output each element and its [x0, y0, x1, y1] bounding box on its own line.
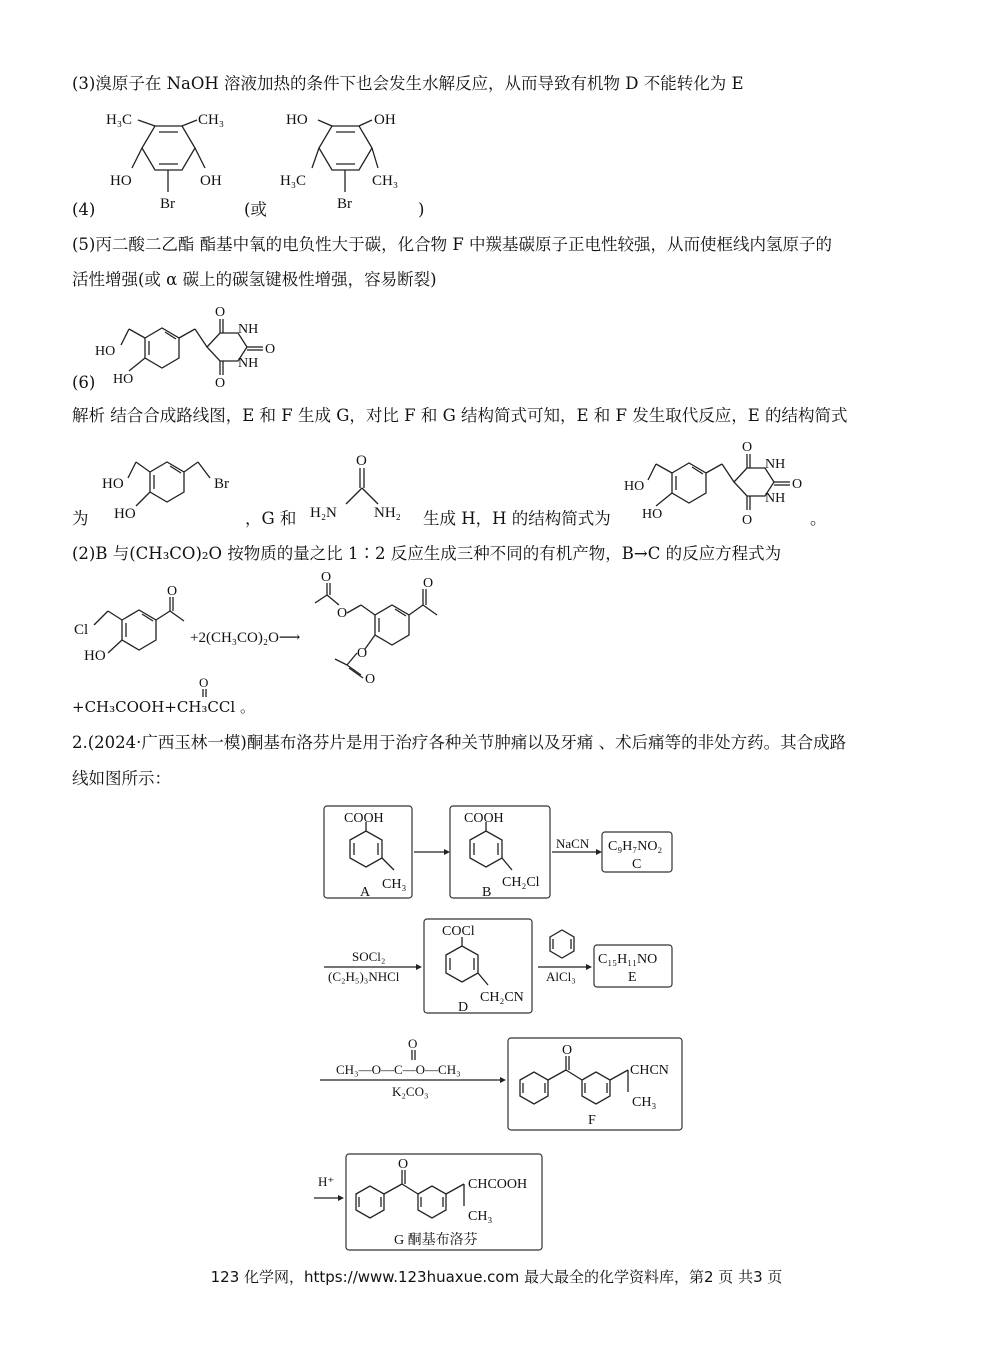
g-label: G 酮基布洛芬 — [394, 1233, 478, 1248]
g-ch3: CH₃ — [468, 1209, 493, 1224]
a-ch3: CH₃ — [382, 877, 407, 892]
problem2-line2: 线如图所示： — [72, 769, 171, 788]
c-label: C — [632, 857, 642, 872]
a-label: A — [360, 885, 371, 900]
analysis-structure-h — [622, 436, 822, 528]
urea-h2n: H₂N — [310, 505, 337, 521]
q4-structure-1 — [100, 104, 250, 214]
q2-acetyl-o-label: O — [199, 675, 209, 690]
c-formula: C₉H₇NO₂ — [608, 839, 663, 854]
q4-s1-tr: CH₃ — [198, 112, 225, 128]
q6-o-1: O — [215, 305, 226, 320]
route-row3 — [316, 1036, 686, 1136]
q4-or: (或 — [244, 200, 267, 219]
h-ho-2: HO — [642, 507, 663, 522]
q4-s2-bl: H₃C — [280, 173, 307, 189]
q6-structure-h — [95, 305, 295, 395]
q2p-o-5: O — [365, 672, 376, 687]
q6-o-2: O — [215, 376, 226, 391]
route-row4 — [310, 1150, 550, 1255]
q2-reagent: +2(CH₃CO)₂O⟶ — [190, 630, 301, 646]
analysis-end: 。 — [810, 509, 827, 528]
q2-ho: HO — [84, 648, 106, 664]
arrow-cd-top: SOCl₂ — [352, 949, 386, 964]
e-formula: C₁₅H₁₁NO — [598, 952, 658, 967]
f-ch3: CH₃ — [632, 1095, 657, 1110]
f-chcn: CHCN — [630, 1063, 669, 1078]
arrow-cd-bottom: (C₂H₅)₃NHCl — [328, 969, 400, 984]
d-ch2cn: CH₂CN — [480, 990, 524, 1005]
h-nh-2: NH — [765, 491, 786, 506]
b-ch2cl: CH₂Cl — [502, 875, 540, 890]
q4-s1-br: OH — [200, 173, 222, 189]
analysis-structure-e — [100, 448, 250, 528]
arrow-fg-label: H⁺ — [318, 1174, 335, 1189]
analysis-gen-h: 生成 H，H 的结构简式为 — [423, 509, 611, 528]
q2-products: +CH₃COOH+CH₃CCl 。 — [72, 698, 255, 716]
route-row1 — [320, 800, 680, 910]
urea-structure — [310, 450, 420, 530]
e-br: Br — [214, 476, 229, 492]
page-footer: 123 化学网，https://www.123huaxue.com 最大最全的化学资料库，第2 页 共3 页 — [210, 1268, 783, 1286]
q4-s2-bottom: Br — [337, 196, 352, 212]
q6-ho-2: HO — [113, 372, 134, 387]
q2p-o-4: O — [357, 646, 368, 661]
d-label: D — [458, 1000, 469, 1015]
arrow-ef-o: O — [408, 1036, 418, 1051]
h-o-1: O — [742, 440, 753, 455]
e-label: E — [628, 970, 637, 985]
h-o-2: O — [742, 513, 753, 528]
h-o-3: O — [792, 477, 803, 492]
q2p-o-1: O — [423, 576, 434, 591]
urea-nh2: NH₂ — [374, 505, 401, 521]
q2-o: O — [167, 584, 178, 599]
analysis-g-and: ，G 和 — [245, 509, 297, 528]
g-o: O — [398, 1157, 409, 1172]
analysis-line1: 解析 结合合成路线图，E 和 F 生成 G，对比 F 和 G 结构简式可知，E 和 F 发生取代反应，E 的结构简式 — [72, 406, 848, 425]
q4-s1-tl: H₃C — [106, 112, 133, 128]
q6-o-3: O — [265, 342, 276, 357]
q2-text: (2)B 与(CH₃CO)₂O 按物质的量之比 1∶2 反应生成三种不同的有机产物，B→C 的反应方程式为 — [72, 544, 782, 563]
q4-s2-tr: OH — [374, 112, 396, 128]
q4-close: ) — [418, 200, 425, 219]
q6-ho-1: HO — [95, 344, 116, 359]
b-cooh: COOH — [464, 811, 504, 826]
arrow-de-bottom: AlCl₃ — [546, 969, 576, 984]
arrow-bc-label: NaCN — [556, 836, 590, 851]
g-chcooh: CHCOOH — [468, 1177, 528, 1192]
q6-label: (6) — [72, 373, 96, 392]
q2-equation-product — [305, 570, 465, 687]
a-cooh: COOH — [344, 811, 384, 826]
q6-nh-1: NH — [238, 322, 259, 337]
arrow-ef-bottom: K₂CO₃ — [392, 1084, 429, 1099]
q6-nh-2: NH — [238, 356, 259, 371]
q4-structure-2 — [280, 104, 420, 214]
d-cocl: COCl — [442, 924, 475, 939]
q2p-o-2: O — [321, 570, 332, 585]
q4-s1-bl: HO — [110, 173, 132, 189]
problem2-line1: 2.(2024·广西玉林一模)酮基布洛芬片是用于治疗各种关节肿痛以及牙痛 、术后痛等的非处方药。其合成路 — [72, 733, 847, 752]
b-label: B — [482, 885, 492, 900]
q4-label: (4) — [72, 200, 96, 219]
analysis-wei: 为 — [72, 509, 89, 528]
q2-acetyl-o — [196, 675, 216, 697]
h-nh-1: NH — [765, 457, 786, 472]
q4-s2-br: CH₃ — [372, 173, 399, 189]
q5-line1: (5)丙二酸二乙酯 酯基中氧的电负性大于碳，化合物 F 中羰基碳原子正电性较强，从而使框线内氢原子的 — [72, 235, 833, 254]
route-row2 — [320, 915, 680, 1020]
q4-s2-tl: HO — [286, 112, 308, 128]
e-ho-1: HO — [102, 476, 124, 492]
q2p-o-3: O — [337, 606, 348, 621]
f-o: O — [562, 1043, 573, 1058]
arrow-ef-top: CH₃—O—C—O—CH₃ — [336, 1062, 461, 1077]
q4-s1-bottom: Br — [160, 196, 175, 212]
h-ho-1: HO — [624, 479, 645, 494]
e-ho-2: HO — [114, 506, 136, 522]
q2-cl: Cl — [74, 622, 89, 638]
f-label: F — [588, 1113, 596, 1128]
urea-o: O — [356, 453, 367, 469]
q5-line2: 活性增强(或 α 碳上的碳氢键极性增强，容易断裂) — [72, 270, 437, 289]
q3-text: (3)溴原子在 NaOH 溶液加热的条件下也会发生水解反应，从而导致有机物 D 不能转化为 E — [72, 74, 744, 93]
